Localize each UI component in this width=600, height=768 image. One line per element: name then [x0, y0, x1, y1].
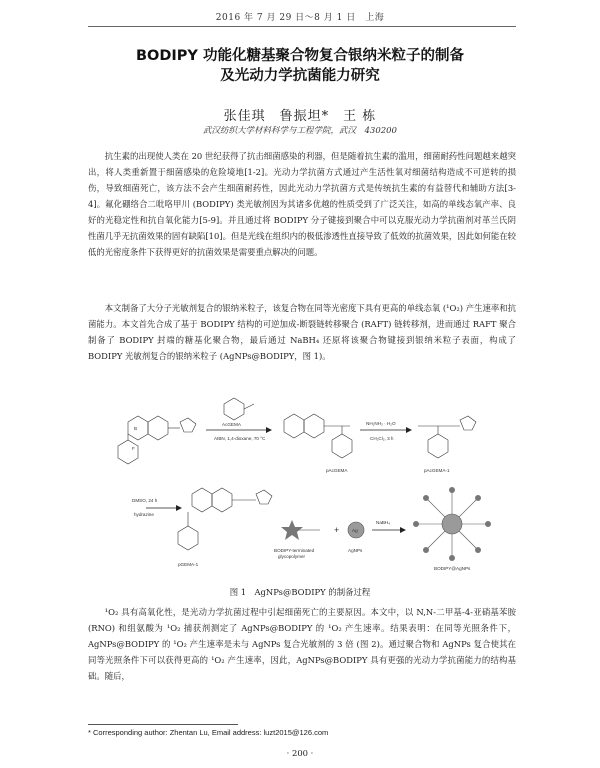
- paragraph-introduction: 抗生素的出现使人类在 20 世纪获得了抗击细菌感染的利器，但是随着抗生素的滥用，细菌耐药性问题越来越突出，将人类重新置于细菌感染的危险境地[1-2]。光动力学抗菌方式通过产生活性氧对细菌结构造成不可逆转的损伤，导致细菌死亡，该方法不会产生细菌耐药性，因此光动力学抗菌方式是传统抗生素的有益替代和辅助方法[3-4]。氟化硼络合二吡咯甲川 (BODIPY) 类光敏剂因为其诸多优越的性质受到了广泛关注，如高的单线态氧产率、良好的光稳定性和抗自氧化能力[5-9]。并且通过将 BODIPY 分子键接到聚合中可以克服光动力学抗菌剂对革兰氏阴性菌几乎无抗菌效果的固有缺陷[10]。但是光线在组织内的极低渗透性直接导致了低效的抗菌效果，因此如何能在较低的光密度条件下获得更好的抗菌效果是需要重点解决的问题。: [88, 151, 516, 257]
- pacgema-structure: [284, 414, 352, 458]
- footnote-rule: [88, 724, 238, 725]
- fluorine-label: F: [132, 446, 135, 451]
- title-line-1: BODIPY 功能化糖基聚合物复合银纳米粒子的制备: [136, 48, 464, 64]
- arrowhead-2: [406, 427, 412, 433]
- figure-scheme: [88, 390, 516, 576]
- aibn-condition: AIBN, 1,4-dioxane, 70 °C: [214, 436, 266, 441]
- figure-caption: 图 1 AgNPs@BODIPY 的制备过程: [229, 587, 371, 597]
- nabh4-label: NaBH₄: [376, 520, 391, 525]
- hydrazine-label: hydrazine: [134, 512, 154, 517]
- glycopolymer-label: glycopolymer: [278, 554, 306, 559]
- page-number: · 200 ·: [286, 748, 314, 758]
- bodipy-structure-1: [118, 416, 196, 464]
- terminated-label: BODIPY-terminated: [274, 548, 315, 553]
- dmso-condition: DMSO, 24 h: [132, 498, 158, 503]
- solvent-condition: CH₂Cl₂, 3 h: [370, 436, 394, 441]
- paragraph-results: ¹O₂ 具有高氧化性，是光动力学抗菌过程中引起细菌死亡的主要原因。本文中，以 N,N-二甲基-4-亚硝基苯胺 (RNO) 和组氨酸为 ¹O₂ 捕获剂测定了 AgNPs@BODIPY 的 ¹O₂ 产生速率。结果表明：在同等光照条件下，AgNPs@BODIPY 的 ¹O₂ 产生速率是未与 AgNPs 复合光敏剂的 3 倍 (图 2)。通过聚合物和 AgNPs 复合使其在同等光照条件下可以获得更高的 ¹O₂ 产生速率，因此，AgNPs@BODIPY 具有更强的光动力学抗菌能力的结构基础。随后，: [88, 607, 516, 681]
- pgema-label: pGEMA-1: [178, 562, 199, 567]
- product-label: BODIPY@AgNPs: [434, 566, 471, 571]
- affiliation: 武汉纺织大学材料科学与工程学院，武汉 430200: [203, 126, 397, 136]
- hydrazine-condition: NH₂NH₂ · H₂O: [366, 421, 396, 426]
- silver-nanoparticle: [348, 522, 364, 538]
- paragraph-method: 本文制备了大分子光敏剂复合的银纳米粒子，该复合物在同等光密度下具有更高的单线态氧 (¹O₂) 产生速率和抗菌能力。本文首先合成了基于 BODIPY 结构的可逆加成-断裂链转移聚合 (RAFT) 链转移剂，进而通过 RAFT 聚合制备了 BODIPY 封端的糖基化聚合物，最后通过 NaBH₄ 还原将该聚合物键接到银纳米粒子表面，构成了 BODIPY 光敏剂复合的银纳米粒子 (AgNPs@BODIPY，图 1)。: [88, 303, 516, 361]
- agnps-label: AgNPs: [348, 548, 363, 553]
- ag-label: Ag: [352, 528, 358, 533]
- agnps-bodipy-product: [413, 487, 491, 561]
- paper-title: [60, 46, 540, 86]
- header-rule: [88, 26, 516, 27]
- pacgema-1-label: pAcGEMA-1: [424, 468, 450, 473]
- pgema-structure: [178, 488, 272, 550]
- plus-sign: +: [334, 525, 340, 535]
- boron-label: B: [134, 426, 138, 431]
- arrowhead-4: [400, 527, 406, 533]
- acgema-monomer: [224, 398, 254, 420]
- acgema-label: AcGEMA: [222, 422, 241, 427]
- author-list: 张佳琪 鲁振坦* 王 栋: [223, 109, 377, 124]
- running-header: 2016 年 7 月 29 日～8 月 1 日 上海: [215, 13, 385, 23]
- arrowhead-1: [266, 427, 272, 433]
- pacgema-label: pAcGEMA: [326, 468, 348, 473]
- glycopolymer-star: [281, 520, 320, 540]
- arrowhead-3: [176, 505, 182, 511]
- synthesis-scheme-svg: [88, 390, 516, 576]
- pacgema-1-structure: [418, 416, 476, 458]
- corresponding-author-footnote: * Corresponding author: Zhentan Lu, Email address: luzt2015@126.com: [88, 728, 329, 737]
- title-line-2: 及光动力学抗菌能力研究: [220, 68, 380, 84]
